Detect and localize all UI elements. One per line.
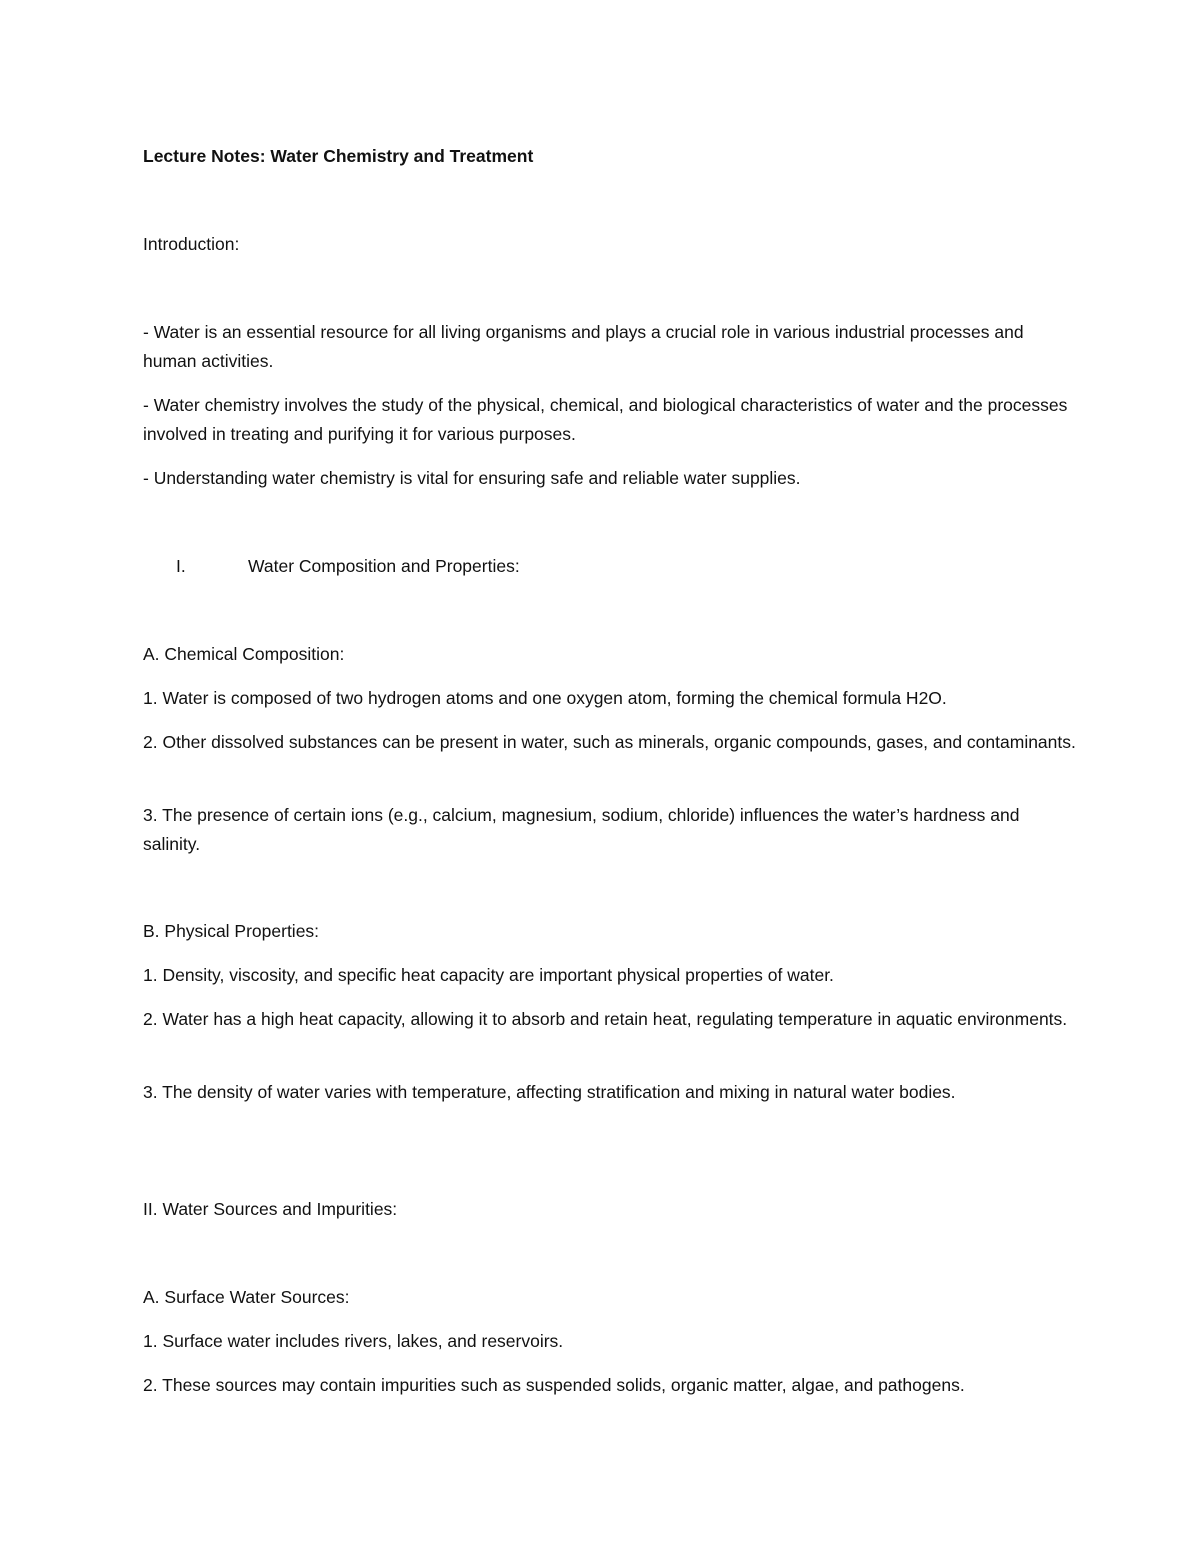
- subsection-heading: A. Surface Water Sources:: [143, 1287, 350, 1307]
- list-item: 3. The density of water varies with temperature, affecting stratification and mixing in natural water bodies.: [143, 1082, 956, 1102]
- list-item: 2. These sources may contain impurities such as suspended solids, organic matter, algae, and pathogens.: [143, 1375, 965, 1395]
- subsection-heading: A. Chemical Composition:: [143, 644, 345, 664]
- list-item: 3. The presence of certain ions (e.g., calcium, magnesium, sodium, chloride) influences the water’s hardness and salinity.: [143, 805, 1020, 854]
- intro-point: - Water is an essential resource for all living organisms and plays a crucial role in various industrial processes and human activities.: [143, 322, 1024, 371]
- intro-point: - Understanding water chemistry is vital for ensuring safe and reliable water supplies.: [143, 468, 801, 488]
- subsection-heading: B. Physical Properties:: [143, 921, 320, 941]
- list-item: 1. Density, viscosity, and specific heat capacity are important physical properties of water.: [143, 965, 834, 985]
- list-item: 2. Water has a high heat capacity, allowing it to absorb and retain heat, regulating temperature in aquatic environments.: [143, 1009, 1068, 1029]
- list-item: 2. Other dissolved substances can be present in water, such as minerals, organic compounds, gases, and contaminants.: [143, 732, 1076, 752]
- section-heading: Water Composition and Properties:: [248, 556, 520, 576]
- section-numeral: I.: [176, 556, 186, 576]
- section-heading: II. Water Sources and Impurities:: [143, 1199, 398, 1219]
- list-item: 1. Surface water includes rivers, lakes, and reservoirs.: [143, 1331, 564, 1351]
- document-title: Lecture Notes: Water Chemistry and Treatment: [143, 146, 534, 166]
- introduction-heading: Introduction:: [143, 234, 240, 254]
- intro-point: - Water chemistry involves the study of the physical, chemical, and biological characteristics of water and the processes involved in treating and purifying it for various purposes.: [143, 395, 1068, 444]
- list-item: 1. Water is composed of two hydrogen atoms and one oxygen atom, forming the chemical formula H2O.: [143, 688, 947, 708]
